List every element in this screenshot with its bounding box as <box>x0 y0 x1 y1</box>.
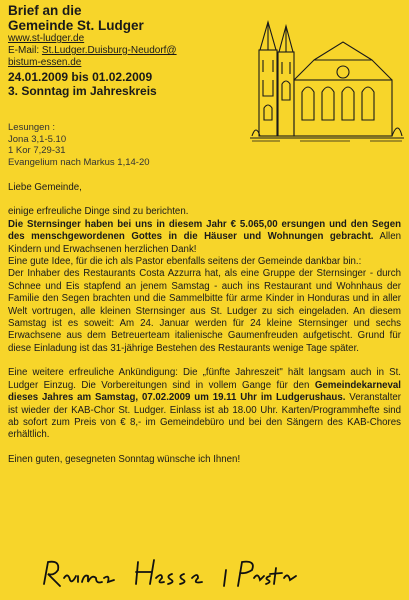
email-address-part1[interactable]: St.Ludger.Duisburg-Neudorf@ <box>41 45 177 56</box>
letter-body <box>8 182 401 466</box>
handwritten-signature <box>40 556 300 592</box>
church-drawing <box>250 20 404 142</box>
liturgical-sunday: 3. Sonntag im Jahreskreis <box>8 84 157 98</box>
email-line <box>8 45 258 57</box>
greeting: Liebe Gemeinde, <box>8 182 82 193</box>
date-range: 24.01.2009 bis 01.02.2009 <box>8 70 153 84</box>
sternsinger-bold: Die Sternsinger haben bei uns in diesem Jahr € 5.065,00 ersungen und den Segen des menschgewordenen Gottes in die Häuser und Wohnungen gebracht. <box>8 218 401 243</box>
website-link[interactable]: www.st-ludger.de <box>8 33 85 44</box>
carnival-date-bold: Gemeindekarneval dieses Jahres am Samstag, 07.02.2009 um 19.11 Uhr im Ludgerushaus. <box>8 379 401 404</box>
restaurant-paragraph: Der Inhaber des Restaurants Costa Azzurra hat, als eine Gruppe der Sternsinger - durch Schnee und Eis stapfend an jenem Samstag - auch ins Restaurant und Wohnhaus der Familie den Segen brachten und die Sammelbitte für arme Kinder in Honduras und in aller Welt vortrugen, alle kleinen Sternsinger aus St. Ludger zu sich eingeladen. An diesem Samstag ist es soweit: Am 24. Januar werden für 24 kleine Sternsinger und sechs Erwachsene aus dem Betreuerteam italienische Gaumenfreuden aufgetischt. Grund für diese Einladung ist das 31-jährige Bestehen des Restaurants wenige Tage später. <box>8 268 401 354</box>
carnival-paragraph <box>8 367 401 441</box>
reading-item: 1 Kor 7,29-31 <box>8 145 66 156</box>
readings-heading: Lesungen : <box>8 122 56 133</box>
carnival-intro: Eine weitere erfreuliche Ankündigung: Die „fünfte Jahreszeit" hält langsam auch in St. Ludger Einzug. Die Vorbereitungen sind in vollem Gange für den <box>8 367 401 391</box>
title-line-1: Brief an die <box>8 3 82 18</box>
email-line-2 <box>8 57 258 69</box>
email-address-part2[interactable]: bistum-essen.de <box>8 57 82 68</box>
letter-header <box>8 3 258 98</box>
idea-paragraph: Eine gute Idee, für die ich als Pastor ebenfalls seitens der Gemeinde dankbar bin.: <box>8 256 362 268</box>
reading-item: Evangelium nach Markus 1,14-20 <box>8 156 150 168</box>
sternsinger-thanks: Allen Kindern und Erwachsenen herzlichen Dank! <box>8 231 401 255</box>
sternsinger-paragraph <box>8 219 401 256</box>
title-line-2: Gemeinde St. Ludger <box>8 18 144 33</box>
reading-item: Jona 3,1-5.10 <box>8 133 67 145</box>
readings-section <box>8 122 248 168</box>
closing-line: Einen guten, gesegneten Sonntag wünsche ich Ihnen! <box>8 453 241 465</box>
email-label: E-Mail: <box>8 45 42 56</box>
carnival-details: Veranstalter ist wieder der KAB-Chor St. Ludger. Einlass ist ab 18.00 Uhr. Karten/Programmhefte sind ab sofort zum Preis von € 8,- im Gemeindebüro und bei den Sängern des KAB-Chores erhältlich. <box>8 392 402 441</box>
intro-sentence: einige erfreuliche Dinge sind zu berichten. <box>8 206 189 218</box>
